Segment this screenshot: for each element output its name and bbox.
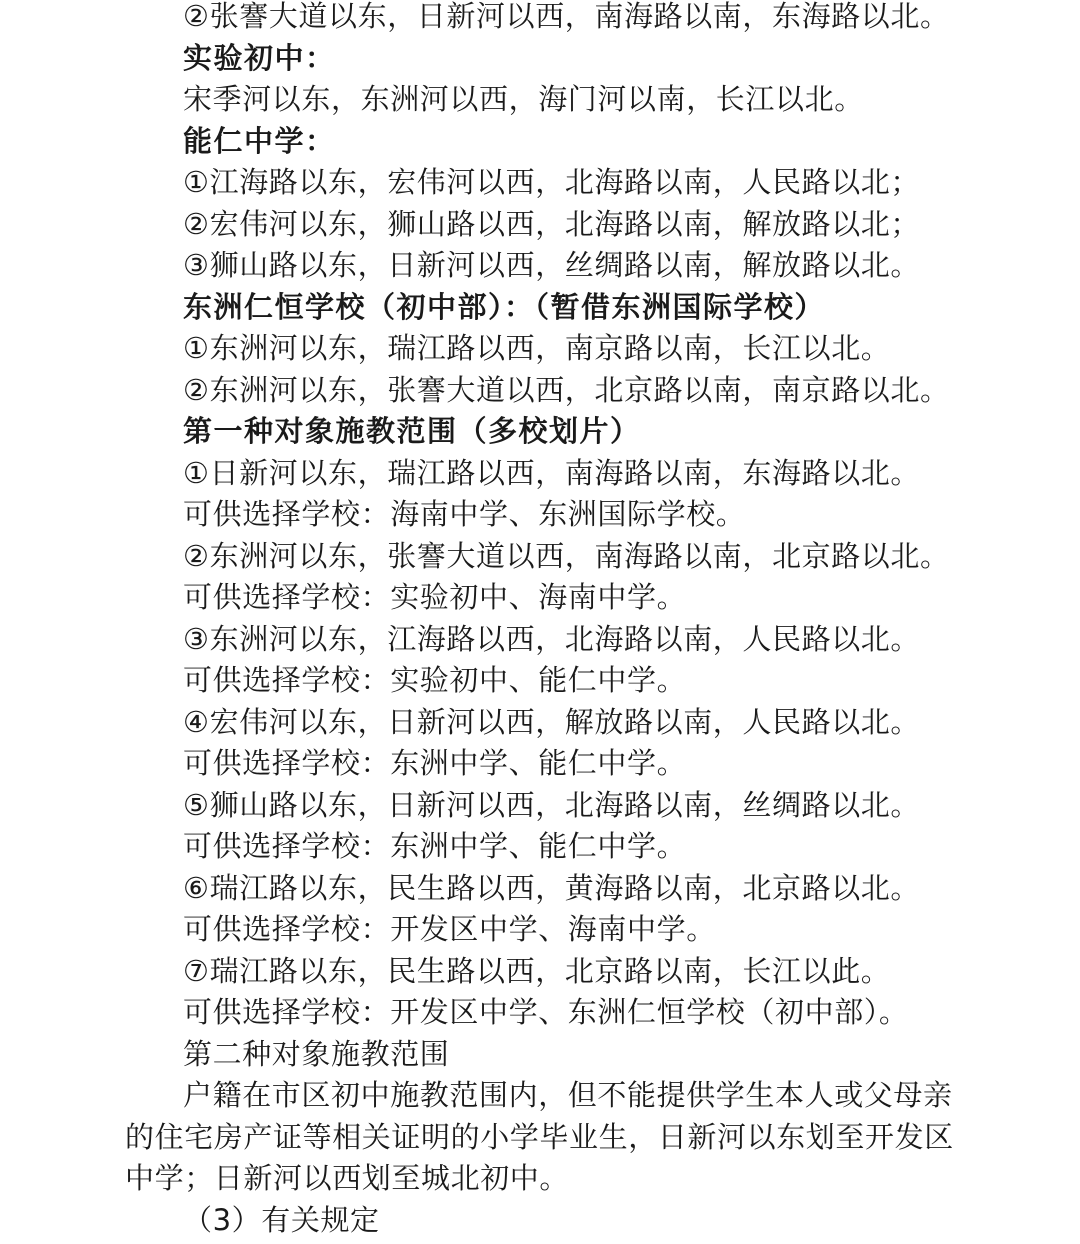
zone-item: ④宏伟河以东，日新河以西，解放路以南，人民路以北。 (183, 704, 920, 739)
school-options: 可供选择学校：东洲中学、能仁中学。 (183, 746, 687, 780)
school-heading-shiyan: 实验初中： (183, 40, 336, 75)
paragraph-line: 户籍在市区初中施教范围内，但不能提供学生本人或父母亲 (183, 1078, 953, 1112)
school-options: 可供选择学校：实验初中、海南中学。 (183, 580, 687, 614)
school-heading-dongzhou-renheng: 东洲仁恒学校（初中部）：（暂借东洲国际学校） (183, 289, 826, 324)
zone-item: ②东洲河以东，张謇大道以西，北京路以南，南京路以北。 (183, 372, 950, 407)
zone-item: ①日新河以东，瑞江路以西，南海路以南，东海路以北。 (183, 455, 920, 490)
zone-item: ⑦瑞江路以东，民生路以西，北京路以南，长江以此。 (183, 953, 891, 988)
school-options: 可供选择学校：东洲中学、能仁中学。 (183, 829, 687, 863)
zone-item: ③东洲河以东，江海路以西，北海路以南，人民路以北。 (183, 621, 920, 656)
zone-item: ⑥瑞江路以东，民生路以西，黄海路以南，北京路以北。 (183, 870, 920, 905)
paragraph-line: 的住宅房产证等相关证明的小学毕业生，日新河以东划至开发区 (125, 1119, 954, 1154)
school-heading-nengren: 能仁中学： (183, 123, 336, 158)
subsection-heading-regulations: （3）有关规定 (183, 1202, 380, 1237)
zone-item: ①东洲河以东，瑞江路以西，南京路以南，长江以北。 (183, 331, 891, 365)
zone-item: ②张謇大道以东，日新河以西，南海路以南，东海路以北。 (183, 0, 950, 33)
school-options: 可供选择学校：海南中学、东洲国际学校。 (183, 497, 746, 531)
zone-item: ①江海路以东，宏伟河以西，北海路以南，人民路以北； (183, 165, 920, 199)
school-options: 可供选择学校：实验初中、能仁中学。 (183, 663, 687, 697)
zone-item: ⑤狮山路以东，日新河以西，北海路以南，丝绸路以北。 (183, 787, 920, 822)
school-options: 可供选择学校：开发区中学、东洲仁恒学校（初中部）。 (183, 995, 909, 1029)
paragraph-line: 中学；日新河以西划至城北初中。 (125, 1161, 570, 1195)
zone-item: 宋季河以东，东洲河以西，海门河以南，长江以北。 (183, 82, 864, 116)
zone-item: ②东洲河以东，张謇大道以西，南海路以南，北京路以北。 (183, 538, 950, 573)
section-heading-multi-school: 第一种对象施教范围（多校划片） (183, 414, 641, 448)
zone-item: ③狮山路以东，日新河以西，丝绸路以南，解放路以北。 (183, 248, 920, 282)
section-heading-second-type: 第二种对象施教范围 (183, 1036, 450, 1071)
zone-item: ②宏伟河以东，狮山路以西，北海路以南，解放路以北； (183, 206, 920, 241)
school-options: 可供选择学校：开发区中学、海南中学。 (183, 912, 716, 946)
